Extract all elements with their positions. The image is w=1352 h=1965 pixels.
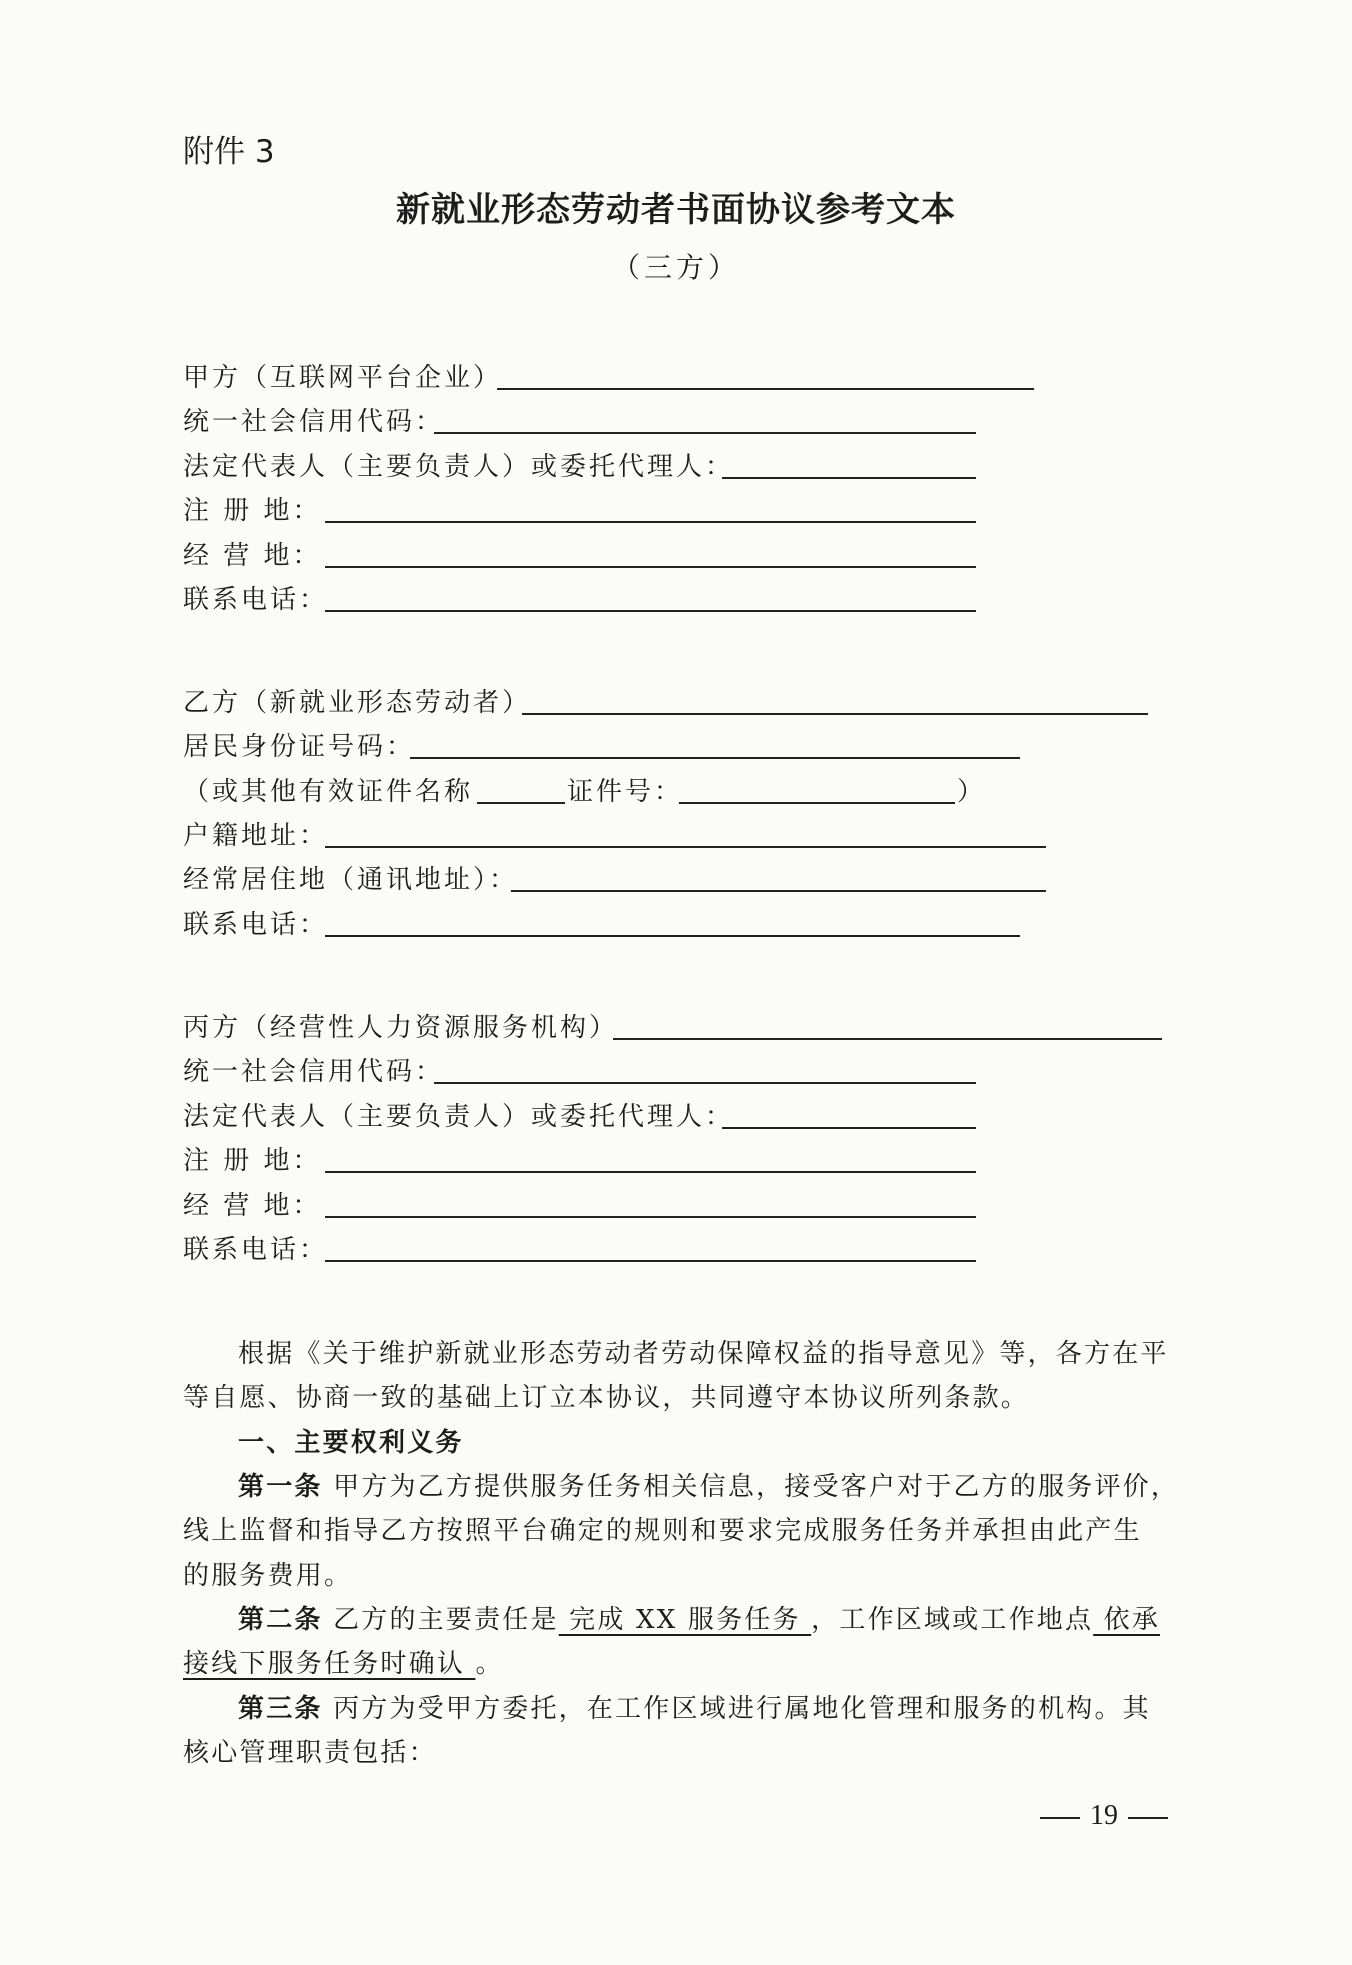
article-2-mid: ，工作区域或工作地点 [811,1605,1094,1635]
article-1-line-2: 线上监督和指导乙方按照平台确定的规则和要求完成服务任务并承担由此产生 [183,1516,1142,1546]
party-b-id-field[interactable] [410,757,1020,759]
party-b-name-field[interactable] [522,713,1148,715]
article-3-title: 第三条 [238,1694,323,1724]
party-c-business-addr-field[interactable] [325,1216,976,1218]
party-a-credit-code-field[interactable] [434,432,976,434]
party-c-name-label: 丙方（经营性人力资源服务机构） [183,1013,619,1043]
party-b-cert-no-label: 证件号： [567,777,684,807]
article-2-area-2: 接线下服务任务时确认 [183,1649,476,1679]
party-c-phone-field[interactable] [325,1260,976,1262]
party-b-other-id-name-field[interactable] [477,802,565,804]
party-a-name-label: 甲方（互联网平台企业） [183,363,503,393]
article-1-line-3: 的服务费用。 [183,1561,353,1591]
page-number-value: 19 [1090,1800,1118,1831]
attachment-label: 附件 3 [183,134,275,170]
dash-right [1128,1817,1168,1819]
party-b-residence-field[interactable] [511,890,1046,892]
party-b-household-label: 户籍地址： [183,821,329,851]
intro-line-2: 等自愿、协商一致的基础上订立本协议，共同遵守本协议所列条款。 [183,1383,1030,1413]
party-a-phone-field[interactable] [325,610,976,612]
article-2-line-2 [183,1643,504,1680]
party-c-legal-rep-field[interactable] [722,1127,976,1129]
party-c-credit-code-label: 统一社会信用代码： [183,1057,445,1087]
document-subtitle: （三方） [611,251,740,284]
party-b-phone-label: 联系电话： [183,910,329,940]
party-c-phone-label: 联系电话： [183,1235,329,1265]
article-2-pre: 乙方的主要责任是 [333,1605,559,1635]
party-a-legal-rep-field[interactable] [722,477,976,479]
article-2-end: 。 [475,1649,504,1679]
document-title: 新就业形态劳动者书面协议参考文本 [396,190,956,230]
party-b-id-label: 居民身份证号码： [183,732,416,762]
party-c-legal-rep-label: 法定代表人（主要负责人）或委托代理人： [183,1102,735,1132]
article-2-area-1: 依承 [1093,1605,1161,1635]
article-1-text: 甲方为乙方提供服务任务相关信息，接受客户对于乙方的服务评价， [333,1472,1180,1502]
article-3-line-2: 核心管理职责包括： [183,1738,437,1768]
party-a-registered-addr-field[interactable] [325,521,976,523]
party-b-close-paren: ） [957,777,987,807]
party-c-business-addr-label: 经 营 地： [183,1191,322,1221]
party-b-household-field[interactable] [325,846,1046,848]
party-b-residence-label: 经常居住地（通讯地址）： [183,865,519,895]
party-b-other-id-label: （或其他有效证件名称 [183,777,474,807]
article-3-text: 丙方为受甲方委托，在工作区域进行属地化管理和服务的机构。其 [333,1694,1151,1724]
party-a-business-addr-field[interactable] [325,566,976,568]
article-3-line-1 [238,1688,1151,1725]
party-c-credit-code-field[interactable] [434,1082,976,1084]
article-2-line-1 [238,1599,1160,1636]
article-2-task: 完成 XX 服务任务 [558,1605,812,1635]
party-a-name-field[interactable] [497,388,1034,390]
party-a-business-addr-label: 经 营 地： [183,541,322,571]
party-b-cert-no-field[interactable] [679,802,955,804]
party-a-registered-addr-label: 注 册 地： [183,496,322,526]
party-a-credit-code-label: 统一社会信用代码： [183,407,445,437]
dash-left [1040,1817,1080,1819]
article-1-title: 第一条 [238,1472,323,1502]
party-c-registered-addr-label: 注 册 地： [183,1146,322,1176]
intro-line-1: 根据《关于维护新就业形态劳动者劳动保障权益的指导意见》等，各方在平 [238,1339,1169,1369]
page-number [1030,1800,1178,1832]
party-c-registered-addr-field[interactable] [325,1171,976,1173]
party-c-name-field[interactable] [613,1038,1162,1040]
party-a-legal-rep-label: 法定代表人（主要负责人）或委托代理人： [183,452,735,482]
party-b-name-label: 乙方（新就业形态劳动者） [183,688,532,718]
party-b-phone-field[interactable] [325,935,1020,937]
party-a-phone-label: 联系电话： [183,585,329,615]
article-1-line-1 [238,1466,1179,1503]
section-heading-rights: 一、主要权利义务 [238,1428,464,1458]
article-2-title: 第二条 [238,1605,323,1635]
